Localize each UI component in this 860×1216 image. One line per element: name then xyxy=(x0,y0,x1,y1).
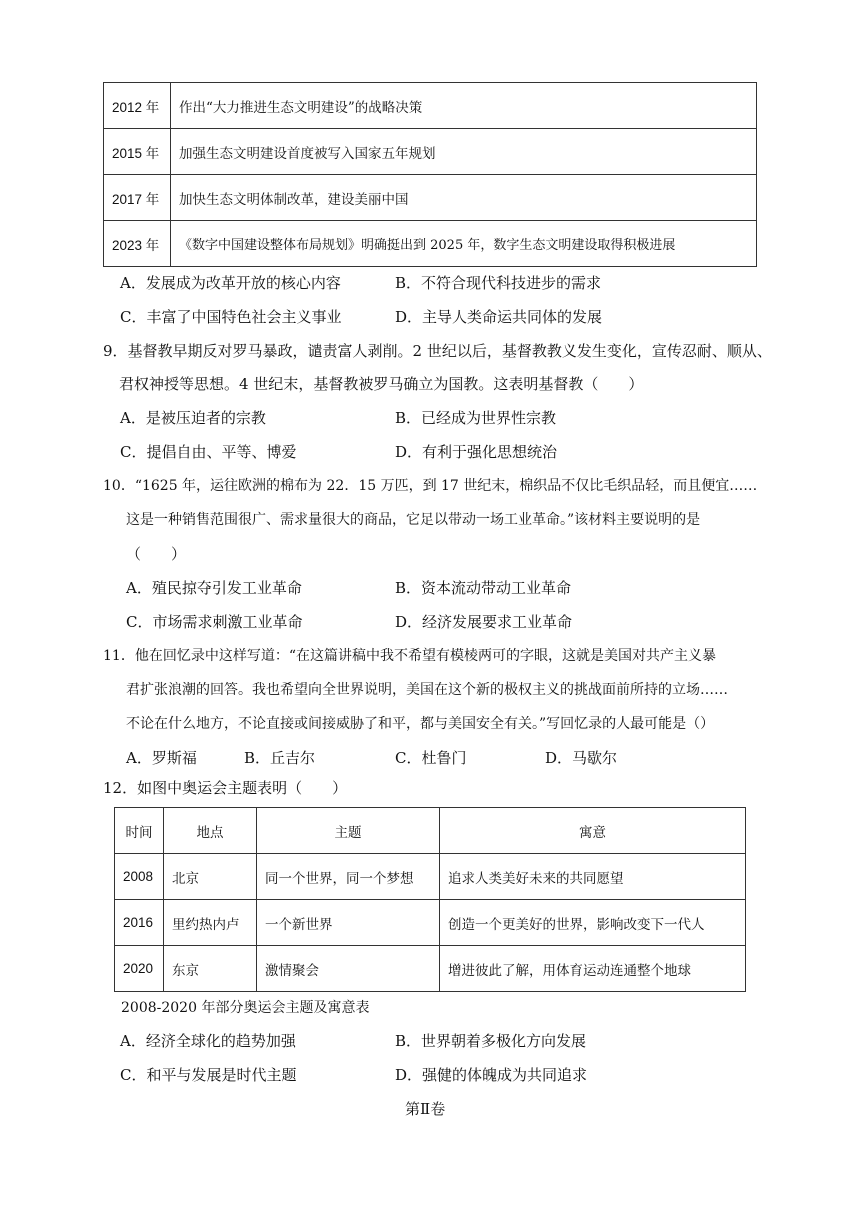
q12-option-b[interactable]: B．世界朝着多极化方向发展 xyxy=(395,1032,587,1050)
q10-stem-line3: （ ） xyxy=(126,545,187,563)
theme-cell: 一个新世界 xyxy=(257,900,440,946)
q10-stem-line2: 这是一种销售范围很广、需求量很大的商品，它足以带动一场工业革命。”该材料主要说明的是 xyxy=(126,512,701,528)
q12-stem: 12．如图中奥运会主题表明（ ） xyxy=(103,779,348,797)
q11-stem-line2: 君扩张浪潮的回答。我也希望向全世界说明，美国在这个新的极权主义的挑战面前所持的立场…… xyxy=(126,682,728,698)
q9-option-b[interactable]: B．已经成为世界性宗教 xyxy=(395,409,557,427)
year-cell: 2008 xyxy=(115,854,164,900)
event-cell: 加强生态文明建设首度被写入国家五年规划 xyxy=(171,129,757,175)
q12-option-a[interactable]: A．经济全球化的趋势加强 xyxy=(120,1032,296,1050)
year-cell: 2017 年 xyxy=(104,175,171,221)
section-title: 第Ⅱ卷 xyxy=(405,1100,446,1118)
table-caption: 2008-2020 年部分奥运会主题及寓意表 xyxy=(121,1000,370,1016)
q11-option-d[interactable]: D．马歇尔 xyxy=(545,749,618,767)
q11-stem-line1: 11．他在回忆录中这样写道：“在这篇讲稿中我不希望有模棱两可的字眼，这就是美国对共产主义暴 xyxy=(103,648,716,664)
q8-option-c[interactable]: C．丰富了中国特色社会主义事业 xyxy=(120,308,342,326)
year-cell: 2023 年 xyxy=(104,221,171,267)
year-cell: 2016 xyxy=(115,900,164,946)
year-cell: 2015 年 xyxy=(104,129,171,175)
place-cell: 北京 xyxy=(164,854,257,900)
event-cell: 加快生态文明体制改革，建设美丽中国 xyxy=(171,175,757,221)
q11-stem-line3: 不论在什么地方，不论直接或间接威胁了和平，都与美国安全有关。”写回忆录的人最可能是（） xyxy=(126,716,715,732)
q9-option-c[interactable]: C．提倡自由、平等、博爱 xyxy=(120,443,297,461)
header-place: 地点 xyxy=(164,808,257,854)
q8-option-d[interactable]: D．主导人类命运共同体的发展 xyxy=(395,308,603,326)
event-cell: 作出“大力推进生态文明建设”的战略决策 xyxy=(171,83,757,129)
q10-option-c[interactable]: C．市场需求刺激工业革命 xyxy=(126,613,303,631)
q10-option-a[interactable]: A．殖民掠夺引发工业革命 xyxy=(126,579,302,597)
table-row xyxy=(115,946,746,992)
event-cell: 《数字中国建设整体布局规划》明确挺出到 2025 年，数字生态文明建设取得积极进展 xyxy=(171,221,757,267)
table-row xyxy=(104,175,757,221)
q12-option-d[interactable]: D．强健的体魄成为共同追求 xyxy=(395,1066,588,1084)
q9-option-d[interactable]: D．有利于强化思想统治 xyxy=(395,443,558,461)
year-cell: 2012 年 xyxy=(104,83,171,129)
table-row xyxy=(104,129,757,175)
header-meaning: 寓意 xyxy=(440,808,746,854)
development-table xyxy=(103,82,757,267)
year-cell: 2020 xyxy=(115,946,164,992)
table-row xyxy=(104,221,757,267)
q8-option-b[interactable]: B．不符合现代科技进步的需求 xyxy=(395,274,602,292)
meaning-cell: 追求人类美好未来的共同愿望 xyxy=(440,854,746,900)
header-time: 时间 xyxy=(115,808,164,854)
q10-option-d[interactable]: D．经济发展要求工业革命 xyxy=(395,613,573,631)
q11-option-b[interactable]: B．丘吉尔 xyxy=(244,749,316,767)
meaning-cell: 增进彼此了解，用体育运动连通整个地球 xyxy=(440,946,746,992)
q9-option-a[interactable]: A．是被压迫者的宗教 xyxy=(120,409,266,427)
q11-option-c[interactable]: C．杜鲁门 xyxy=(395,749,467,767)
olympic-themes-table xyxy=(114,807,746,992)
meaning-cell: 创造一个更美好的世界，影响改变下一代人 xyxy=(440,900,746,946)
q12-option-c[interactable]: C．和平与发展是时代主题 xyxy=(120,1066,297,1084)
table-row xyxy=(115,854,746,900)
table-row xyxy=(115,900,746,946)
theme-cell: 同一个世界，同一个梦想 xyxy=(257,854,440,900)
table-header-row xyxy=(115,808,746,854)
q9-stem-line2: 君权神授等思想。4 世纪末，基督教被罗马确立为国教。这表明基督教（ ） xyxy=(119,375,644,393)
q10-stem-line1: 10．“1625 年，运往欧洲的棉布为 22．15 万匹，到 17 世纪末，棉织品不仅比毛织品轻，而且便宜…… xyxy=(103,478,758,494)
header-theme: 主题 xyxy=(257,808,440,854)
place-cell: 东京 xyxy=(164,946,257,992)
q10-option-b[interactable]: B．资本流动带动工业革命 xyxy=(395,579,572,597)
place-cell: 里约热内卢 xyxy=(164,900,257,946)
q11-option-a[interactable]: A．罗斯福 xyxy=(126,749,197,767)
q9-stem-line1: 9．基督教早期反对罗马暴政，谴责富人剥削。2 世纪以后，基督教教义发生变化，宣传忍耐、顺从、 xyxy=(103,342,772,360)
q8-option-a[interactable]: A．发展成为改革开放的核心内容 xyxy=(120,274,341,292)
theme-cell: 激情聚会 xyxy=(257,946,440,992)
table-row xyxy=(104,83,757,129)
